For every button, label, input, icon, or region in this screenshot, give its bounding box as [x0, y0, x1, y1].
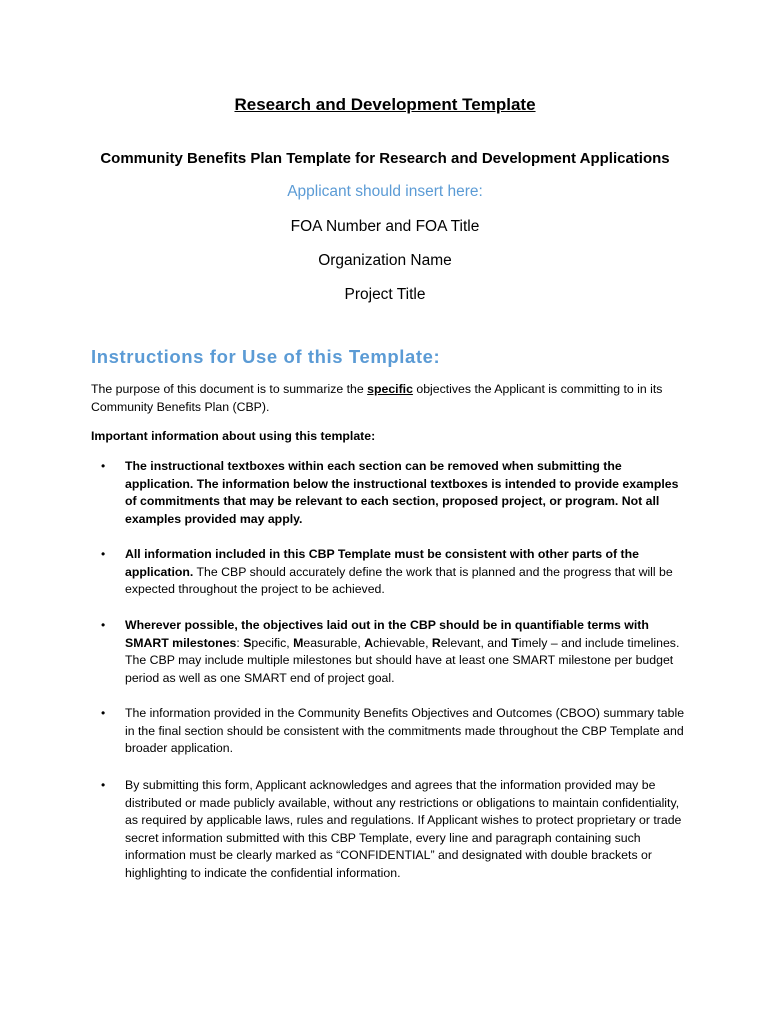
document-subtitle: Community Benefits Plan Template for Research and Development Applications	[100, 150, 670, 167]
bullet-icon: •	[101, 706, 106, 720]
bullet-text-bold: The instructional textboxes within each section can be removed when submitting the application. The information below the instructional textboxes is intended to provide examples of commitments that may be relevant to each section, proposed project, or program. Not all examples provided may apply.	[125, 459, 679, 526]
purpose-text-post: objectives the Applicant is committing to in its Community Benefits Plan (CBP).	[91, 382, 663, 414]
bullet-text-bold: All information included in this CBP Template must be consistent with other parts of the application.	[125, 547, 640, 579]
bullet-icon: •	[101, 778, 106, 792]
smart-text-achievable: chievable,	[373, 635, 432, 650]
smart-text-specific: pecific,	[251, 635, 294, 650]
smart-text-measurable: easurable,	[303, 635, 365, 650]
organization-name-field: Organization Name	[318, 252, 452, 269]
bullet-text-normal: The CBP should accurately define the work that is planned and the progress that will be expected throughout the project to be achieved.	[125, 564, 673, 596]
smart-text-timely: imely – and include timelines. The CBP may include multiple milestones but should have at least one SMART milestone per budget period as well as one SMART end of project goal.	[125, 635, 680, 685]
bullet-icon: •	[101, 618, 106, 632]
purpose-paragraph	[91, 381, 681, 416]
bullet-text	[125, 458, 685, 528]
applicant-insert-note: Applicant should insert here:	[287, 183, 483, 200]
purpose-text-pre: The purpose of this document is to summarize the	[91, 382, 368, 396]
bullet-icon: •	[101, 547, 106, 561]
smart-text-relevant: elevant, and	[440, 635, 512, 650]
important-info-label: Important information about using this template:	[91, 429, 376, 443]
smart-letter-a: A	[364, 635, 374, 650]
smart-letter-s: S	[243, 635, 252, 650]
bullet-text-bold: Wherever possible, the objectives laid out in the CBP should be in quantifiable terms with SMART milestones	[125, 618, 649, 650]
smart-letter-r: R	[431, 635, 441, 650]
bullet-text-colon: :	[236, 635, 244, 650]
purpose-emphasis: specific	[367, 382, 413, 396]
bullet-icon: •	[101, 459, 106, 473]
bullet-text	[125, 705, 685, 758]
instructions-heading: Instructions for Use of this Template:	[91, 346, 441, 367]
project-title-field: Project Title	[344, 286, 426, 303]
bullet-text-normal: By submitting this form, Applicant acknowledges and agrees that the information provided may be distributed or made publicly available, without any restrictions or obligations to maintain confidentiality, as required by applicable laws, rules and regulations. If Applicant wishes to protect proprietary or trade secret information submitted with this CBP Template, every line and paragraph containing such information must be clearly marked as “CONFIDENTIAL” and designated with double brackets or highlighting to indicate the confidential information.	[125, 778, 682, 880]
bullet-text	[125, 777, 685, 882]
document-title: Research and Development Template	[234, 95, 536, 114]
smart-letter-m: M	[293, 635, 304, 650]
bullet-text	[125, 546, 685, 599]
foa-number-title-field: FOA Number and FOA Title	[290, 218, 480, 235]
bullet-text-normal: The information provided in the Community Benefits Objectives and Outcomes (CBOO) summary table in the final section should be consistent with the commitments made throughout the CBP Template and broader application.	[125, 706, 685, 755]
bullet-text	[125, 617, 685, 687]
smart-letter-t: T	[511, 635, 519, 650]
